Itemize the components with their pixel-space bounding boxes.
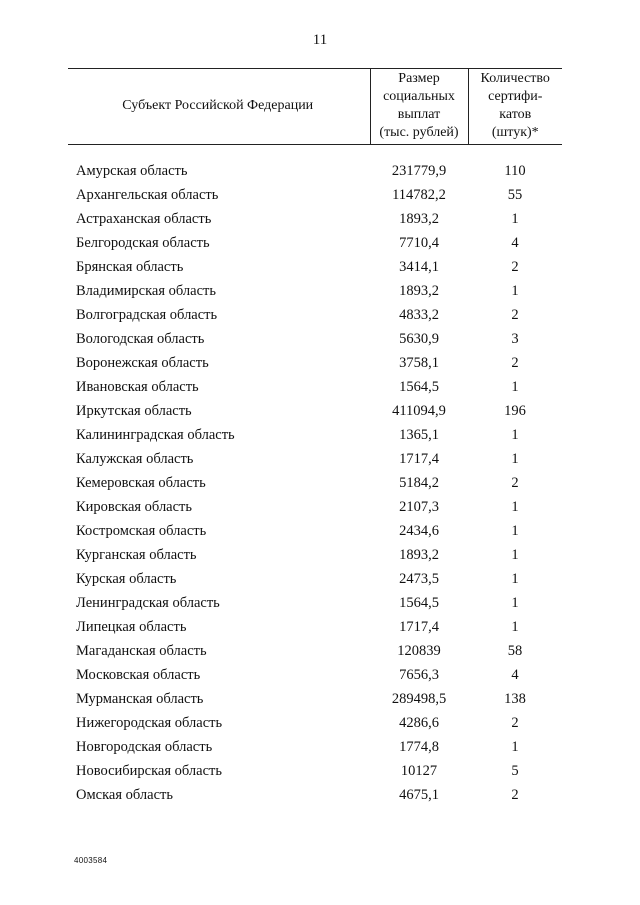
certificates-cell: 1 xyxy=(511,426,519,443)
table-row xyxy=(68,639,562,663)
payments-cell: 5630,9 xyxy=(399,330,439,347)
region-cell: Московская область xyxy=(76,666,201,683)
region-cell: Воронежская область xyxy=(76,354,209,371)
table-row xyxy=(68,759,562,783)
payments-cell: 1564,5 xyxy=(399,594,439,611)
certificates-cell: 4 xyxy=(511,666,519,683)
table-header-row xyxy=(68,69,562,145)
column-header-payments xyxy=(370,69,468,145)
payments-cell: 2434,6 xyxy=(399,522,439,539)
payments-cell: 7710,4 xyxy=(399,234,439,251)
payments-cell: 1893,2 xyxy=(399,546,439,563)
payments-cell: 1564,5 xyxy=(399,378,439,395)
region-cell: Брянская область xyxy=(76,258,184,275)
table-row xyxy=(68,567,562,591)
table-row xyxy=(68,423,562,447)
region-cell: Новосибирская область xyxy=(76,762,222,779)
page-number: 11 xyxy=(312,32,328,48)
column-header-certificates-line: сертифи- xyxy=(488,89,543,104)
column-header-certificates-line: Количество xyxy=(480,71,550,86)
column-header-certificates xyxy=(468,69,562,145)
table-row xyxy=(68,279,562,303)
payments-cell: 5184,2 xyxy=(399,474,439,491)
payments-cell: 2473,5 xyxy=(399,570,439,587)
table-row xyxy=(68,711,562,735)
region-cell: Курганская область xyxy=(76,546,197,563)
region-cell: Курская область xyxy=(76,570,177,587)
payments-cell: 1893,2 xyxy=(399,210,439,227)
certificates-cell: 138 xyxy=(504,690,526,707)
certificates-cell: 1 xyxy=(511,450,519,467)
payments-cell: 289498,5 xyxy=(391,690,447,707)
region-cell: Магаданская область xyxy=(76,642,207,659)
table-header xyxy=(68,69,562,145)
region-cell: Омская область xyxy=(76,786,173,803)
region-cell: Костромская область xyxy=(76,522,207,539)
certificates-cell: 5 xyxy=(511,762,519,779)
table-spacer-row xyxy=(68,145,562,160)
payments-cell: 1774,8 xyxy=(399,738,439,755)
payments-cell: 120839 xyxy=(397,642,441,659)
table-row xyxy=(68,687,562,711)
table-row xyxy=(68,159,562,183)
column-header-certificates-line: катов xyxy=(499,107,532,122)
certificates-cell: 1 xyxy=(511,378,519,395)
payments-cell: 1365,1 xyxy=(399,426,439,443)
certificates-cell: 2 xyxy=(511,354,519,371)
region-cell: Новгородская область xyxy=(76,738,213,755)
table-row xyxy=(68,303,562,327)
column-header-certificates-line: (штук)* xyxy=(491,125,539,140)
region-cell: Мурманская область xyxy=(76,690,204,707)
column-header-payments-line: Размер xyxy=(398,71,440,86)
certificates-cell: 110 xyxy=(504,162,526,179)
table-row xyxy=(68,735,562,759)
social-payments-table xyxy=(68,68,562,807)
table-row xyxy=(68,519,562,543)
region-cell: Калужская область xyxy=(76,450,194,467)
table-row xyxy=(68,231,562,255)
certificates-cell: 2 xyxy=(511,306,519,323)
table-row xyxy=(68,255,562,279)
region-cell: Вологодская область xyxy=(76,330,205,347)
table-row xyxy=(68,327,562,351)
region-cell: Амурская область xyxy=(76,162,188,179)
payments-cell: 114782,2 xyxy=(392,186,446,203)
certificates-cell: 3 xyxy=(511,330,519,347)
table-body xyxy=(68,145,562,808)
table-row xyxy=(68,495,562,519)
payments-cell: 7656,3 xyxy=(399,666,439,683)
region-cell: Владимирская область xyxy=(76,282,216,299)
table-row xyxy=(68,615,562,639)
table-row xyxy=(68,471,562,495)
region-cell: Ленинградская область xyxy=(76,594,220,611)
payments-cell: 231779,9 xyxy=(391,162,447,179)
region-cell: Архангельская область xyxy=(76,186,219,203)
table-row xyxy=(68,783,562,807)
certificates-cell: 4 xyxy=(511,234,519,251)
payments-cell: 4833,2 xyxy=(399,306,439,323)
certificates-cell: 2 xyxy=(511,474,519,491)
document-footer-code: 4003584 xyxy=(74,856,108,865)
certificates-cell: 1 xyxy=(511,210,519,227)
table-row xyxy=(68,375,562,399)
column-header-payments-line: выплат xyxy=(397,107,441,122)
certificates-cell: 2 xyxy=(511,258,519,275)
region-cell: Белгородская область xyxy=(76,234,210,251)
certificates-cell: 1 xyxy=(511,594,519,611)
certificates-cell: 58 xyxy=(507,642,523,659)
payments-cell: 411094,9 xyxy=(392,402,446,419)
payments-cell: 4675,1 xyxy=(399,786,439,803)
certificates-cell: 1 xyxy=(511,738,519,755)
table-row xyxy=(68,183,562,207)
payments-cell: 1717,4 xyxy=(399,618,439,635)
certificates-cell: 1 xyxy=(511,282,519,299)
region-cell: Иркутская область xyxy=(76,402,192,419)
certificates-cell: 1 xyxy=(511,570,519,587)
payments-cell: 3758,1 xyxy=(399,354,439,371)
certificates-cell: 1 xyxy=(511,618,519,635)
social-payments-table-container xyxy=(68,68,562,807)
region-cell: Калининградская область xyxy=(76,426,235,443)
payments-cell: 2107,3 xyxy=(399,498,439,515)
certificates-cell: 55 xyxy=(507,186,523,203)
table-row xyxy=(68,663,562,687)
payments-cell: 10127 xyxy=(400,762,438,779)
region-cell: Кировская область xyxy=(76,498,193,515)
column-header-payments-line: (тыс. рублей) xyxy=(379,125,459,140)
region-cell: Кемеровская область xyxy=(76,474,206,491)
column-header-payments-line: социальных xyxy=(383,89,455,104)
payments-cell: 3414,1 xyxy=(399,258,439,275)
payments-cell: 4286,6 xyxy=(399,714,439,731)
region-cell: Ивановская область xyxy=(76,378,199,395)
certificates-cell: 2 xyxy=(511,786,519,803)
certificates-cell: 2 xyxy=(511,714,519,731)
table-row xyxy=(68,591,562,615)
region-cell: Липецкая область xyxy=(76,618,187,635)
column-header-subject: Субъект Российской Федерации xyxy=(68,69,370,145)
region-cell: Астраханская область xyxy=(76,210,212,227)
table-row xyxy=(68,399,562,423)
table-row xyxy=(68,543,562,567)
payments-cell: 1893,2 xyxy=(399,282,439,299)
certificates-cell: 1 xyxy=(511,522,519,539)
table-row xyxy=(68,351,562,375)
certificates-cell: 1 xyxy=(511,546,519,563)
certificates-cell: 196 xyxy=(504,402,526,419)
table-row xyxy=(68,207,562,231)
payments-cell: 1717,4 xyxy=(399,450,439,467)
region-cell: Нижегородская область xyxy=(76,714,223,731)
table-row xyxy=(68,447,562,471)
region-cell: Волгоградская область xyxy=(76,306,218,323)
certificates-cell: 1 xyxy=(511,498,519,515)
